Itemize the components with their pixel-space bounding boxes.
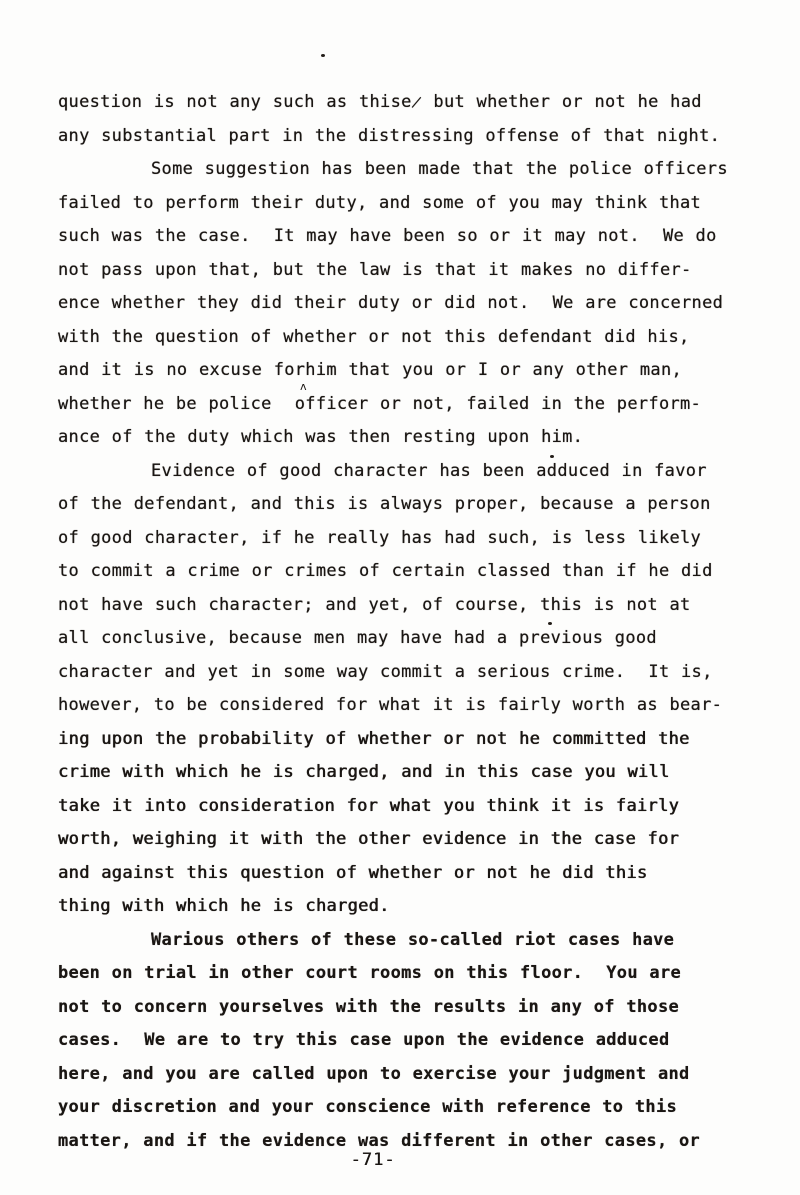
text-line: ance of the duty which was then resting upon him. — [58, 427, 584, 447]
text-line: to commit a crime or crimes of certain classed than if he did — [58, 561, 713, 581]
text-line: take it into consideration for what you think it is fairly — [58, 795, 680, 816]
text-line: thing with which he is charged. — [58, 896, 390, 916]
text-line: of good character, if he really has had such, is less likely — [58, 527, 702, 548]
text-line: question is not any such as thise̷ but whether or not he had — [58, 92, 702, 112]
text-line: and against this question of whether or not he did this — [58, 862, 648, 883]
text-line: however, to be considered for what it is fairly worth as bear- — [58, 695, 723, 715]
page-number: -71- — [350, 1150, 396, 1170]
text-line: failed to perform their duty, and some of you may think that — [58, 192, 702, 213]
text-line: any substantial part in the distressing offense of that night. — [58, 125, 721, 146]
text-line: your discretion and your conscience with reference to this — [58, 1097, 678, 1117]
text-line: worth, weighing it with the other evidence in the case for — [58, 829, 680, 849]
ink-dot-mark — [550, 455, 554, 458]
text-line: such was the case. It may have been so or it may not. We do — [58, 226, 717, 246]
text-line: with the question of whether or not this defendant did his, — [58, 326, 690, 347]
ink-dot-mark — [321, 54, 325, 57]
text-line: crime with which he is charged, and in this case you will — [58, 762, 670, 782]
text-line: been on trial in other court rooms on this floor. You are — [58, 963, 682, 983]
text-line: cases. We are to try this case upon the evidence adduced — [58, 1030, 670, 1050]
text-line: Some suggestion has been made that the police officers — [151, 159, 728, 179]
page-text — [58, 86, 768, 1158]
text-line: Warious others of these so-called riot cases have — [151, 929, 675, 950]
ink-dot-mark — [548, 622, 552, 625]
text-line: ence whether they did their duty or did not. We are concerned — [58, 293, 724, 313]
text-line: all conclusive, because men may have had a previous good — [58, 628, 657, 648]
text-line: not to concern yourselves with the results in any of those — [58, 996, 680, 1017]
text-line: not pass upon that, but the law is that it makes no differ- — [58, 259, 692, 280]
text-line: ing upon the probability of whether or not he committed the — [58, 728, 690, 749]
text-line: character and yet in some way commit a serious crime. It is, — [58, 661, 713, 682]
text-line: whether he be police officer or not, failed in the perform- — [58, 393, 702, 414]
text-line: not have such character; and yet, of course, this is not at — [58, 594, 691, 615]
ink-caret-mark: ʌ — [300, 380, 307, 393]
text-line: matter, and if the evidence was different in other cases, or — [58, 1130, 701, 1151]
text-line: Evidence of good character has been adduced in favor — [151, 460, 707, 481]
text-line: here, and you are called upon to exercise your judgment and — [58, 1063, 690, 1084]
text-line: and it is no excuse forhim that you or I or any other man, — [58, 360, 683, 380]
text-line: of the defendant, and this is always proper, because a person — [58, 494, 711, 514]
